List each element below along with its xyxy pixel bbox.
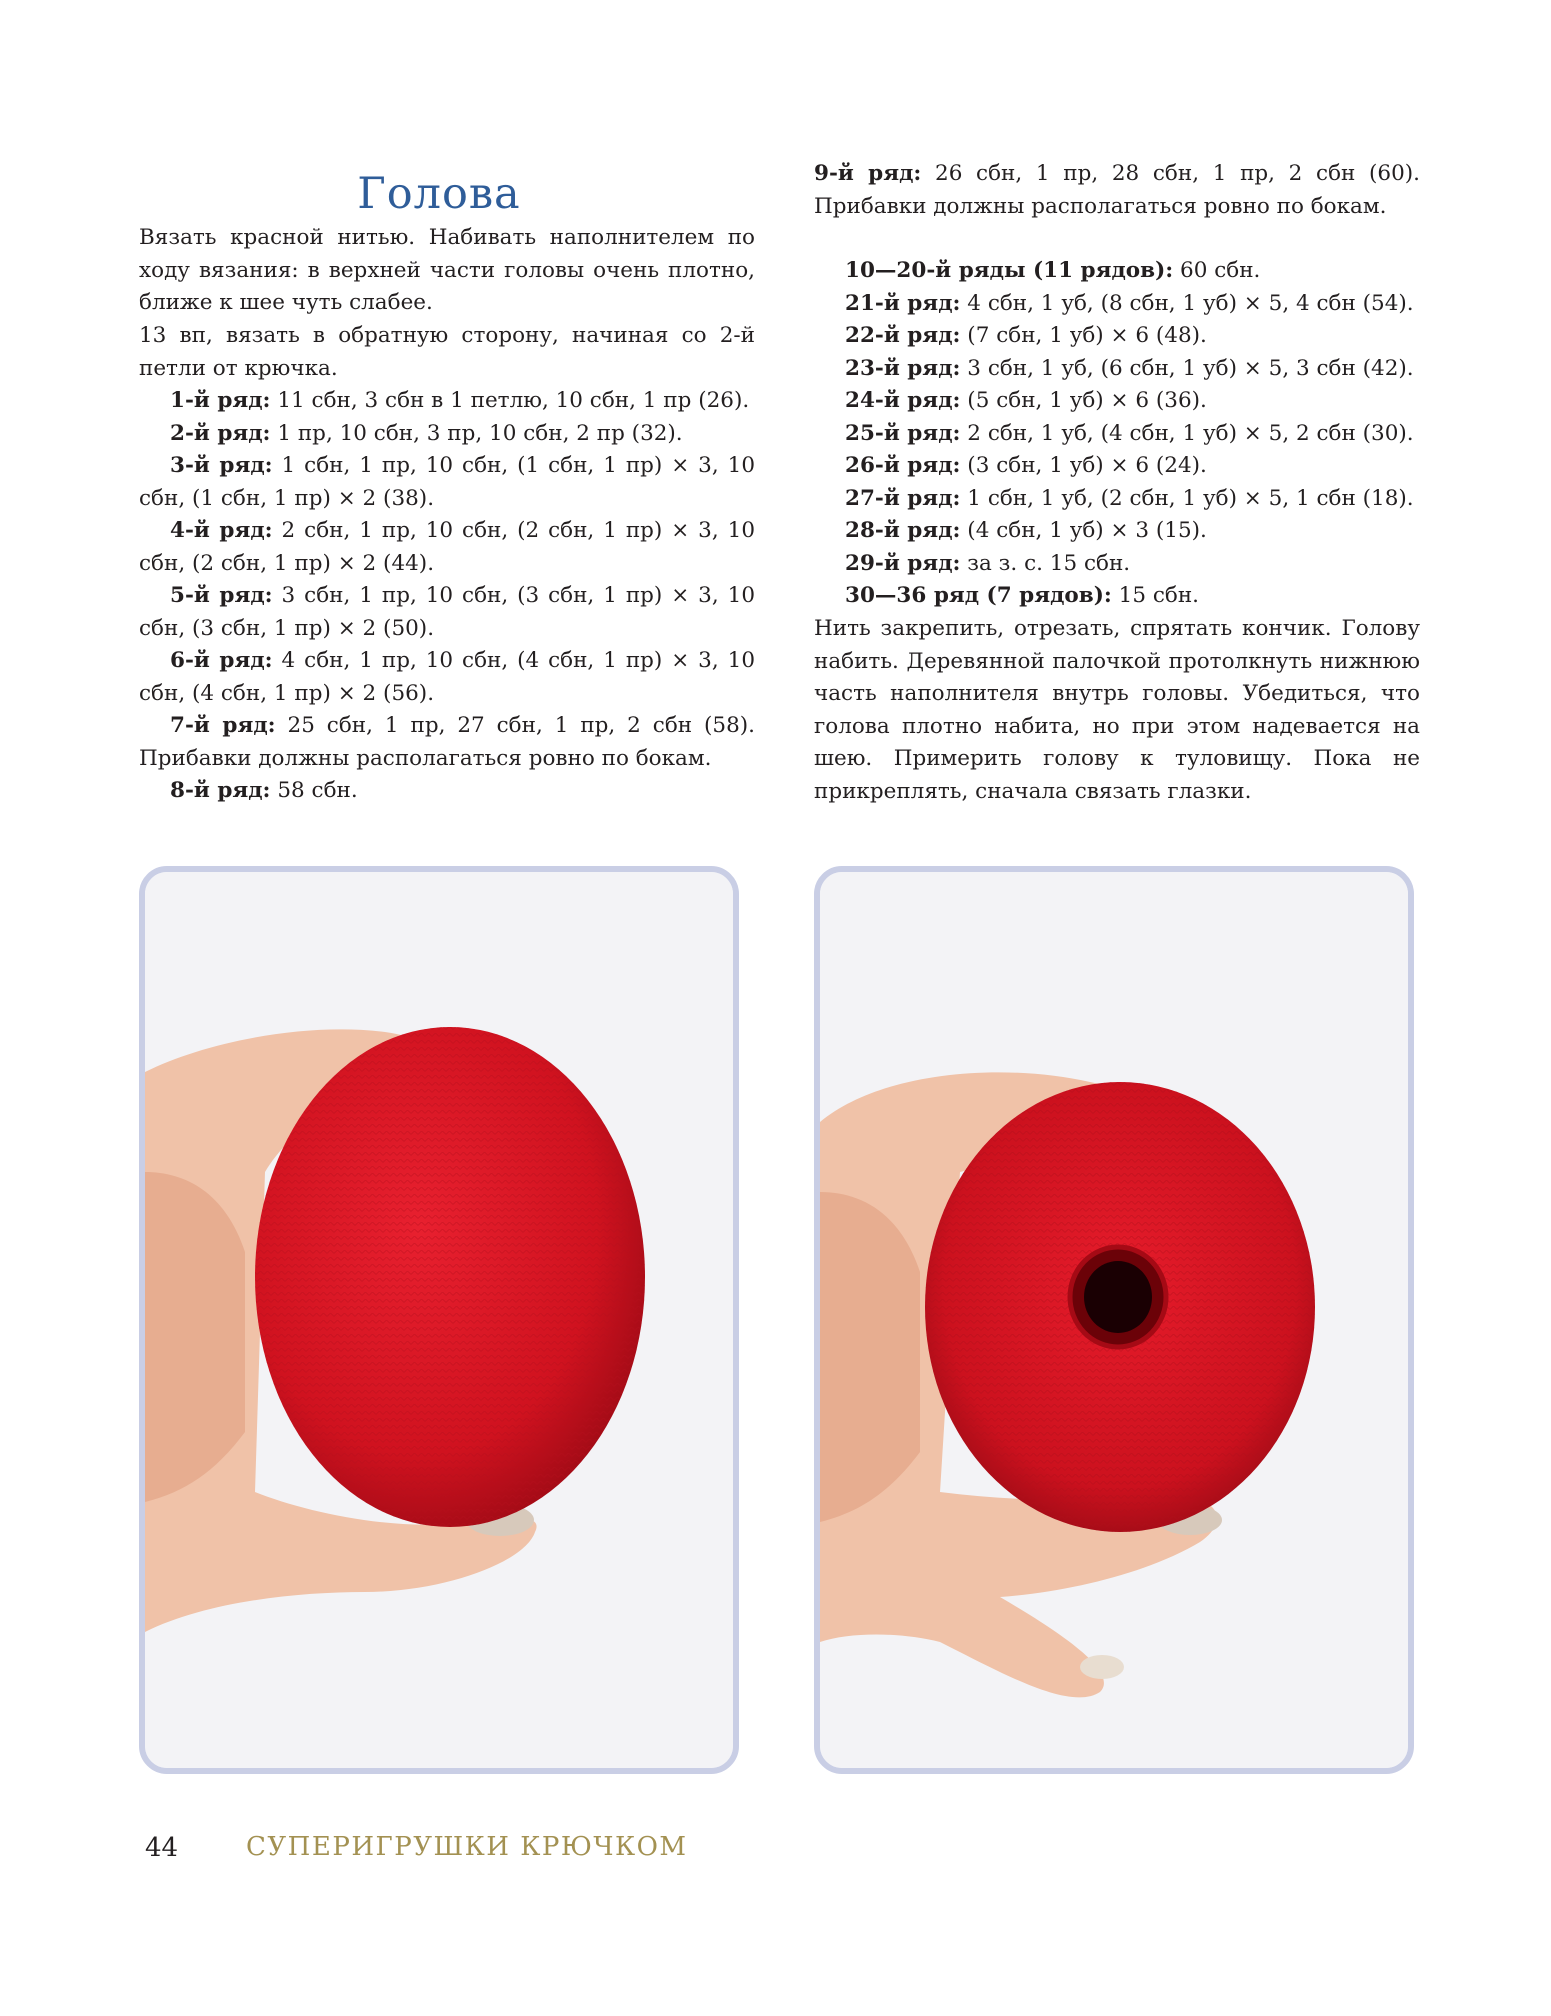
row-label: 23-й ряд: (845, 356, 961, 381)
row-label: 6-й ряд: (170, 648, 273, 673)
row-label: 2-й ряд: (170, 421, 271, 446)
intro-paragraph: Вязать красной нитью. Набивать наполнителем по ходу вязания: в верхней части головы очень плотно, ближе к шее чуть слабее. (139, 225, 755, 315)
row-21 (845, 288, 1414, 321)
row-24 (845, 385, 1207, 418)
row-text: 1 сбн, 1 пр, 10 сбн, (1 сбн, 1 пр) × 3, 10 сбн, (1 сбн, 1 пр) × 2 (38). (139, 453, 755, 511)
row-label: 5-й ряд: (170, 583, 273, 608)
row-28 (845, 515, 1207, 548)
row-3 (139, 450, 755, 515)
row-label: 9-й ряд: (814, 161, 922, 186)
row-label: 7-й ряд: (170, 713, 276, 738)
row-1 (139, 385, 755, 418)
row-2 (139, 418, 755, 451)
row-label: 28-й ряд: (845, 518, 961, 543)
row-label: 25-й ряд: (845, 421, 961, 446)
row-label: 21-й ряд: (845, 291, 961, 316)
row-8 (139, 775, 755, 808)
crochet-head-photo-side (145, 872, 733, 1768)
row-label: 3-й ряд: (170, 453, 273, 478)
row-text: (7 сбн, 1 уб) × 6 (48). (960, 323, 1207, 348)
row-text: 15 сбн. (1111, 583, 1199, 608)
row-label: 30—36 ряд (7 рядов): (845, 583, 1112, 608)
outro-paragraph: Нить закрепить, отрезать, спрятать кончик. Голову набить. Деревянной палочкой протолкнуть нижнюю часть наполнителя внутрь головы. Убедиться, что голова плотно набита, но при этом надевается на шею. Примерить голову к туловищу. Пока не прикреплять, сначала связать глазки. (814, 616, 1420, 804)
row-27 (845, 483, 1414, 516)
running-title: СУПЕРИГРУШКИ КРЮЧКОМ (246, 1832, 688, 1862)
row-25 (845, 418, 1414, 451)
section-title: Голова (357, 168, 521, 219)
row-label: 29-й ряд: (845, 551, 961, 576)
row-label: 4-й ряд: (170, 518, 273, 543)
row-23 (845, 353, 1414, 386)
row-6 (139, 645, 755, 710)
row-text: 2 сбн, 1 пр, 10 сбн, (2 сбн, 1 пр) × 3, 10 сбн, (2 сбн, 1 пр) × 2 (44). (139, 518, 755, 576)
row-text: 58 сбн. (270, 778, 358, 803)
row-text: (3 сбн, 1 уб) × 6 (24). (960, 453, 1207, 478)
row-22 (845, 320, 1207, 353)
row-label: 24-й ряд: (845, 388, 961, 413)
row-label: 1-й ряд: (170, 388, 271, 413)
intro-chain-paragraph: 13 вп, вязать в обратную сторону, начиная со 2-й петли от крючка. (139, 323, 755, 381)
row-text: за з. с. 15 сбн. (960, 551, 1131, 576)
row-text: 4 сбн, 1 уб, (8 сбн, 1 уб) × 5, 4 сбн (54). (960, 291, 1414, 316)
row-7 (139, 710, 755, 775)
row-5 (139, 580, 755, 645)
row-10-20 (845, 255, 1260, 288)
row-26 (845, 450, 1207, 483)
photo-head-side (139, 866, 739, 1774)
crochet-head-photo-bottom (820, 872, 1408, 1768)
page-number: 44 (145, 1833, 179, 1863)
row-text: (4 сбн, 1 уб) × 3 (15). (960, 518, 1207, 543)
row-text: 3 сбн, 1 пр, 10 сбн, (3 сбн, 1 пр) × 3, 10 сбн, (3 сбн, 1 пр) × 2 (50). (139, 583, 755, 641)
row-text: 3 сбн, 1 уб, (6 сбн, 1 уб) × 5, 3 сбн (42). (960, 356, 1414, 381)
row-text: 11 сбн, 3 сбн в 1 петлю, 10 сбн, 1 пр (26). (270, 388, 750, 413)
row-label: 22-й ряд: (845, 323, 961, 348)
row-30-36 (845, 580, 1199, 613)
row-text: 1 пр, 10 сбн, 3 пр, 10 сбн, 2 пр (32). (270, 421, 683, 446)
photo-head-bottom (814, 866, 1414, 1774)
row-label: 10—20-й ряды (11 рядов): (845, 258, 1174, 283)
row-label: 8-й ряд: (170, 778, 271, 803)
row-label: 27-й ряд: (845, 486, 961, 511)
row-4 (139, 515, 755, 580)
row-text: (5 сбн, 1 уб) × 6 (36). (960, 388, 1207, 413)
row-29 (845, 548, 1130, 581)
row-text: 25 сбн, 1 пр, 27 сбн, 1 пр, 2 сбн (58). Прибавки должны располагаться ровно по бокам. (139, 713, 755, 771)
row-text: 26 сбн, 1 пр, 28 сбн, 1 пр, 2 сбн (60). Прибавки должны располагаться ровно по бокам. (814, 161, 1420, 219)
row-9 (814, 158, 1420, 223)
row-text: 1 сбн, 1 уб, (2 сбн, 1 уб) × 5, 1 сбн (18). (960, 486, 1414, 511)
row-label: 26-й ряд: (845, 453, 961, 478)
row-text: 2 сбн, 1 уб, (4 сбн, 1 уб) × 5, 2 сбн (30). (960, 421, 1414, 446)
row-text: 60 сбн. (1173, 258, 1261, 283)
row-text: 4 сбн, 1 пр, 10 сбн, (4 сбн, 1 пр) × 3, 10 сбн, (4 сбн, 1 пр) × 2 (56). (139, 648, 755, 706)
